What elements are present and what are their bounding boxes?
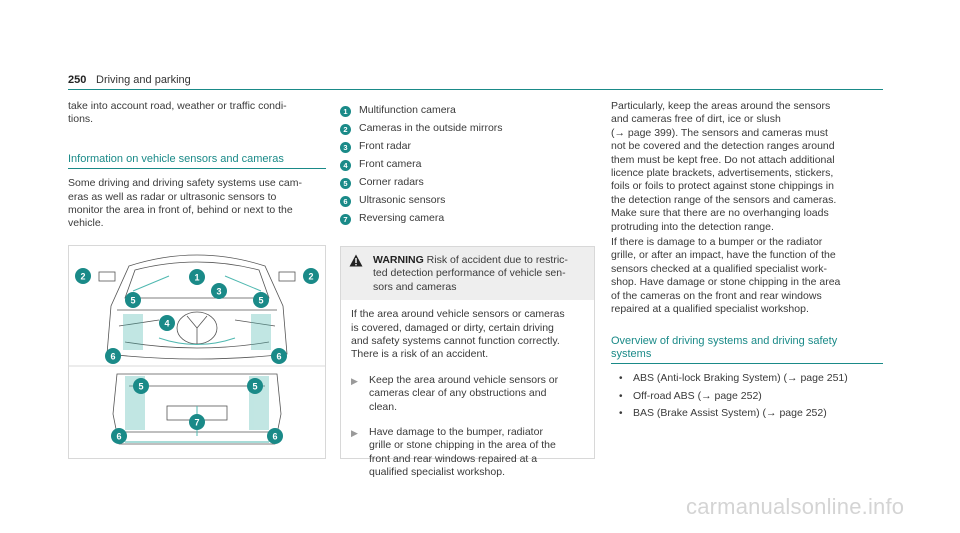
abs-link[interactable]: ABS (Anti-lock Braking System) (→ page 251) <box>633 372 848 385</box>
svg-text:5: 5 <box>130 295 136 306</box>
bas-link[interactable]: BAS (Brake Assist System) (→ page 252) <box>633 407 827 420</box>
running-header: Driving and parking <box>96 74 191 86</box>
bullet-icon: • <box>619 408 623 420</box>
legend-label: Cameras in the outside mirrors <box>359 122 503 135</box>
section-title-sensors: Information on vehicle sensors and cameras <box>68 153 326 169</box>
warning-step <box>351 426 584 480</box>
play-arrow-icon: ▶ <box>351 428 358 439</box>
svg-text:6: 6 <box>116 431 122 442</box>
list-item <box>619 407 883 420</box>
damage-text: If there is damage to a bumper or the radiator grille, or after an impact, have the function of the sensors checked at a qualified specialist work- shop. Have damage or stone chipping in the area of the cameras on the front and rear windows repaired at a qualified specialist workshop. <box>611 236 841 316</box>
legend-item <box>340 192 595 210</box>
svg-text:2: 2 <box>80 271 86 282</box>
warning-step-text: Have damage to the bumper, radiator grille or stone chipping in the area of the front and rear windows repaired at a qualified specialist workshop. <box>369 426 556 479</box>
svg-text:5: 5 <box>138 381 144 392</box>
warning-box <box>340 246 595 479</box>
legend-label: Multifunction camera <box>359 104 456 117</box>
figure-marker <box>125 292 141 308</box>
warning-triangle-icon <box>349 254 369 294</box>
warning-title-text: Risk of accident due to restric- ted detection performance of vehicle sen- sors and cameras <box>373 254 568 293</box>
figure-marker <box>211 283 227 299</box>
svg-text:3: 3 <box>216 286 222 297</box>
section-title-overview: Overview of driving systems and driving safety systems <box>611 335 883 365</box>
figure-marker <box>159 315 175 331</box>
svg-text:1: 1 <box>194 272 200 283</box>
play-arrow-icon: ▶ <box>351 375 358 386</box>
legend-number-badge: 5 <box>340 178 351 189</box>
warning-body <box>341 300 594 479</box>
column-left <box>68 100 326 459</box>
legend-item <box>340 120 595 138</box>
legend-number-badge: 7 <box>340 214 351 225</box>
svg-text:5: 5 <box>252 381 258 392</box>
figure-marker <box>271 348 287 364</box>
column-middle <box>340 102 595 479</box>
watermark: carmanualsonline.info <box>686 494 905 519</box>
figure-marker <box>75 268 91 284</box>
legend-label: Reversing camera <box>359 212 445 225</box>
bullet-icon: • <box>619 373 623 385</box>
header-rule <box>68 89 883 90</box>
legend-number-badge: 3 <box>340 142 351 153</box>
legend-label: Front radar <box>359 140 411 153</box>
list-item <box>619 372 883 385</box>
legend-number-badge: 6 <box>340 196 351 207</box>
legend-item <box>340 156 595 174</box>
figure-marker <box>111 428 127 444</box>
warning-step-text: Keep the area around vehicle sensors or cameras clear of any obstructions and clean. <box>369 373 559 413</box>
intro-text: take into account road, weather or traffic condi- tions. <box>68 100 287 126</box>
figure-marker <box>303 268 319 284</box>
svg-text:4: 4 <box>164 318 170 329</box>
legend-item <box>340 138 595 156</box>
legend-item <box>340 102 595 120</box>
column-right <box>611 100 883 421</box>
figure-marker <box>189 269 205 285</box>
warning-body-text: If the area around vehicle sensors or cameras is covered, damaged or dirty, certain driving and safety systems cannot function correctly. There is a risk of an accident. <box>351 308 565 361</box>
warning-label: WARNING <box>373 254 424 266</box>
figure-marker <box>267 428 283 444</box>
sensor-care-text: Particularly, keep the areas around the sensors and cameras free of dirt, ice or slush (→ page 399). The sensors and cameras must not be covered and the detection ranges around them must be kept free. Do not attach additional licence plate brackets, advertisements, stickers, foils or foils to protect against stone chippings in the detection range of the sensors and cameras. Make sure that there are no overhanging loads protruding into the detection range. <box>611 100 837 233</box>
legend-item <box>340 174 595 192</box>
page-number: 250 <box>68 74 87 86</box>
warning-step <box>351 374 584 414</box>
legend-list <box>340 102 595 228</box>
legend-label: Ultrasonic sensors <box>359 194 446 207</box>
legend-number-badge: 2 <box>340 124 351 135</box>
legend-label: Front camera <box>359 158 422 171</box>
sensors-body: Some driving and driving safety systems use cam- eras as well as radar or ultrasonic sensors to monitor the area in front of, behind or next to the vehicle. <box>68 177 303 230</box>
svg-text:7: 7 <box>194 417 200 428</box>
figure-marker <box>247 378 263 394</box>
figure-marker <box>189 414 205 430</box>
svg-text:6: 6 <box>110 351 116 362</box>
svg-text:6: 6 <box>276 351 282 362</box>
svg-text:6: 6 <box>272 431 278 442</box>
vehicle-diagram <box>69 246 325 458</box>
offroad-abs-link[interactable]: Off-road ABS (→ page 252) <box>633 389 762 402</box>
figure-marker <box>105 348 121 364</box>
legend-number-badge: 1 <box>340 106 351 117</box>
legend-label: Corner radars <box>359 176 424 189</box>
legend-number-badge: 4 <box>340 160 351 171</box>
legend-item <box>340 210 595 228</box>
figure-marker <box>133 378 149 394</box>
bullet-icon: • <box>619 390 623 402</box>
svg-text:2: 2 <box>308 271 314 282</box>
figure-marker <box>253 292 269 308</box>
svg-text:5: 5 <box>258 295 264 306</box>
warning-header <box>341 247 594 300</box>
list-item <box>619 390 883 403</box>
vehicle-sensor-figure <box>68 245 326 459</box>
warning-title <box>369 254 568 294</box>
